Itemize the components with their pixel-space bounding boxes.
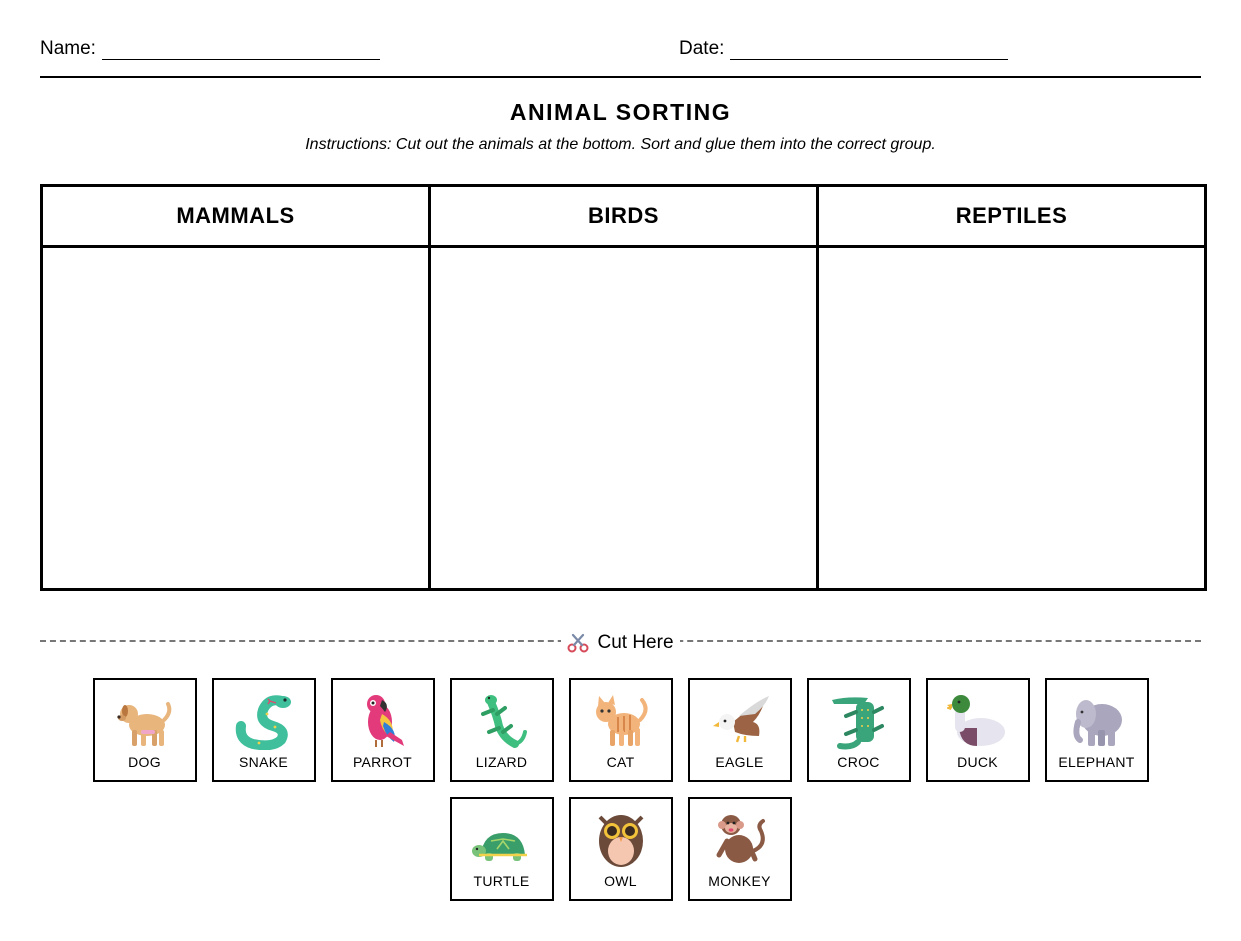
name-label: Name: [40,38,96,59]
card-label: PARROT [352,754,413,770]
cut-here-label [0,632,1241,658]
card-parrot[interactable] [331,678,435,782]
snake-icon [233,692,295,750]
animal-cards [0,678,1241,916]
date-blank-line[interactable] [730,38,1008,60]
column-header-reptiles: REPTILES [819,187,1204,248]
owl-icon [590,811,652,869]
card-row-2 [0,797,1241,901]
drop-area-birds[interactable] [431,248,816,588]
sorting-table [40,184,1207,591]
scissors-icon [567,633,589,653]
lizard-icon [471,692,533,750]
column-header-birds: BIRDS [431,187,816,248]
parrot-icon [352,692,414,750]
page-title: ANIMAL SORTING [509,99,732,125]
date-label: Date: [679,38,725,59]
turtle-icon [471,811,533,869]
monkey-icon [709,811,771,869]
card-label: CAT [606,754,635,770]
card-label: DOG [128,754,161,770]
card-label: OWL [604,873,637,889]
name-blank-line[interactable] [102,38,380,60]
card-cat[interactable] [569,678,673,782]
card-eagle[interactable] [688,678,792,782]
instructions-text: Instructions: Cut out the animals at the bottom. Sort and glue them into the correct group. [305,136,936,153]
date-field[interactable] [679,38,1008,60]
card-lizard[interactable] [450,678,554,782]
drop-area-mammals[interactable] [43,248,428,588]
cat-icon [590,692,652,750]
card-label: LIZARD [475,754,528,770]
card-snake[interactable] [212,678,316,782]
cut-here-text: Cut Here [597,632,674,653]
dog-icon [114,692,176,750]
card-label: CROC [837,754,880,770]
elephant-icon [1066,692,1128,750]
card-turtle[interactable] [450,797,554,901]
card-croc[interactable] [807,678,911,782]
card-dog[interactable] [93,678,197,782]
name-field[interactable] [40,38,380,60]
column-birds [431,187,819,588]
drop-area-reptiles[interactable] [819,248,1204,588]
card-duck[interactable] [926,678,1030,782]
worksheet-header [40,38,1201,78]
column-mammals [43,187,431,588]
eagle-icon [709,692,771,750]
column-reptiles [819,187,1204,588]
column-header-mammals: MAMMALS [43,187,428,248]
card-monkey[interactable] [688,797,792,901]
card-label: SNAKE [239,754,288,770]
card-label: ELEPHANT [1058,754,1135,770]
card-elephant[interactable] [1045,678,1149,782]
card-label: TURTLE [473,873,530,889]
card-label: EAGLE [715,754,764,770]
card-row-1 [0,678,1241,782]
card-owl[interactable] [569,797,673,901]
card-label: DUCK [957,754,998,770]
card-label: MONKEY [708,873,771,889]
duck-icon [947,692,1009,750]
crocodile-icon [828,692,890,750]
